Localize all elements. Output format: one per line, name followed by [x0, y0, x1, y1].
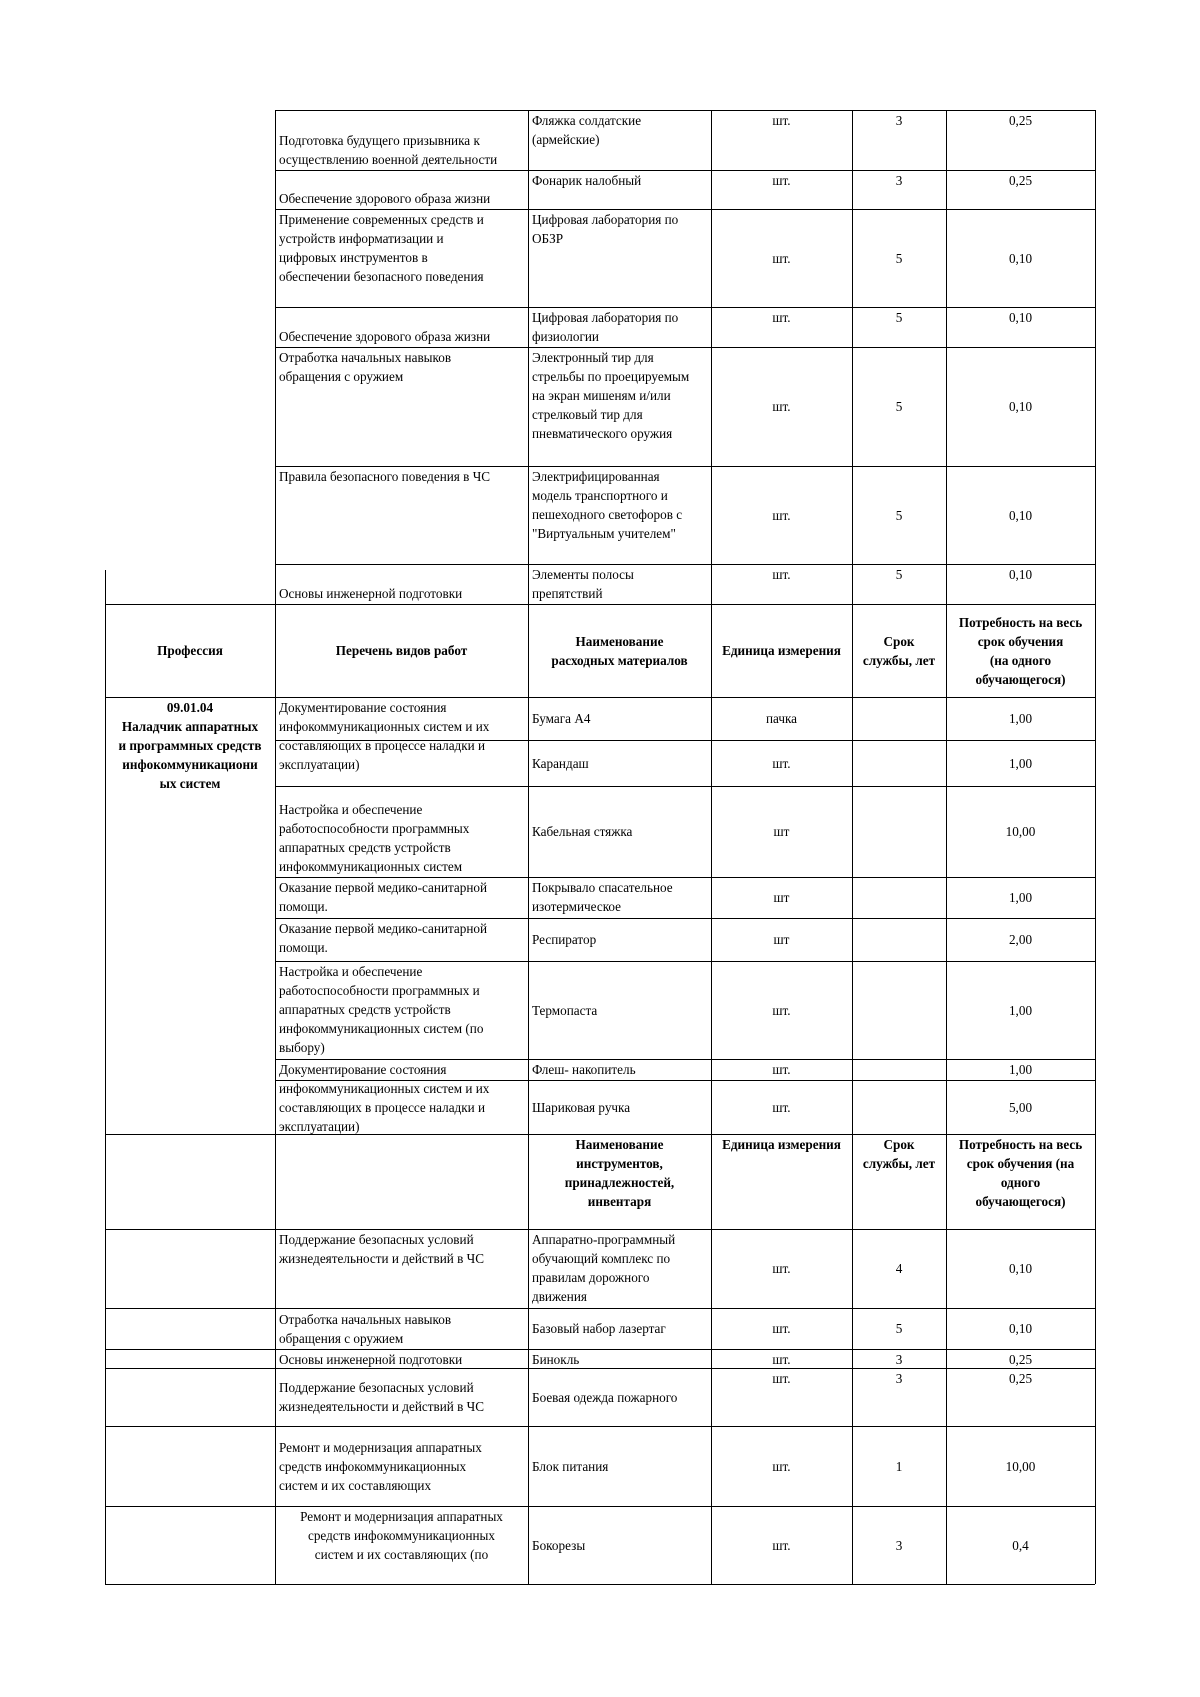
term-cell [853, 822, 945, 843]
works-cell: Настройка и обеспечение работоспособности программных аппаратных средств устройств инфокоммуникационных систем [279, 802, 470, 874]
works-cell: Отработка начальных навыков обращения с оружием [279, 1312, 452, 1346]
item-cell: Электронный тир для стрельбы по проецируемым на экран мишеням и/или стрелковый тир для пневматического оружия [532, 350, 690, 441]
term-cell: 3 [895, 1537, 903, 1553]
unit-cell: шт [773, 824, 790, 839]
term-cell [853, 1098, 945, 1119]
need-cell: 1,00 [1008, 890, 1033, 905]
unit-cell: шт. [772, 507, 791, 523]
item-cell: Цифровая лаборатория по ОБЗР [532, 212, 679, 246]
item-cell: Карандаш [532, 755, 589, 771]
term-cell [853, 1001, 945, 1022]
item-cell: Флеш- накопитель [532, 1062, 636, 1077]
term-cell [853, 930, 945, 951]
works-cell: Настройка и обеспечение работоспособности программных и аппаратных средств устройств инфокоммуникационных систем (по выбору) [279, 964, 484, 1055]
unit-cell: шт. [772, 1352, 791, 1367]
works-cell: Обеспечение здорового образа жизни [279, 329, 491, 344]
item-cell: Термопаста [532, 1002, 598, 1018]
item-cell: Бокорезы [532, 1537, 586, 1553]
need-cell: 0,10 [1008, 507, 1033, 523]
unit-cell: шт. [772, 567, 791, 582]
term-cell: 3 [895, 173, 903, 188]
works-cell: Поддержание безопасных условий жизнедеятельности и действий в ЧС [279, 1232, 485, 1266]
term-cell: 5 [895, 310, 903, 325]
works-cell: Документирование состояния инфокоммуникационных систем и их составляющих в процессе наладки и эксплуатации) [279, 700, 490, 772]
works-cell: Основы инженерной подготовки [279, 586, 463, 601]
need-cell: 0,10 [1008, 567, 1033, 582]
unit-cell: шт. [772, 1261, 791, 1276]
item-cell: Боевая одежда пожарного [532, 1389, 678, 1405]
unit-cell: Единица измерения [722, 1137, 841, 1152]
unit-cell: пачка [765, 711, 798, 726]
unit-cell: шт. [772, 113, 791, 128]
unit-cell: шт. [772, 250, 791, 266]
term-cell [853, 754, 945, 775]
works-cell: Оказание первой медико-санитарной помощи. [279, 880, 488, 914]
term-cell [853, 888, 945, 909]
term-cell [853, 1060, 945, 1080]
works-cell: Подготовка будущего призывника к осуществлению военной деятельности [279, 133, 498, 167]
unit-cell: шт. [772, 1458, 791, 1474]
need-cell: Потребность на весь срок обучения (на одного обучающегося) [958, 614, 1083, 687]
profession-cell: Профессия [157, 643, 223, 658]
need-cell: 1,00 [1008, 711, 1033, 726]
works-cell: Применение современных средств и устройств информатизации и цифровых инструментов в обеспечении безопасного поведения [279, 212, 484, 284]
need-cell: 0,10 [1008, 250, 1033, 266]
term-cell [853, 709, 945, 730]
table-rule [105, 604, 1095, 605]
item-cell: Бинокль [532, 1352, 580, 1367]
need-cell: 0,10 [1008, 1261, 1033, 1276]
table-rule [105, 1584, 1095, 1585]
need-cell: 10,00 [1005, 824, 1036, 839]
need-cell: 0,10 [1008, 1321, 1033, 1336]
need-cell: 2,00 [1008, 932, 1033, 947]
need-cell: 0,4 [1012, 1537, 1029, 1553]
item-cell: Цифровая лаборатория по физиологии [532, 310, 679, 344]
need-cell: 0,10 [1008, 399, 1033, 414]
works-cell: Поддержание безопасных условий жизнедеятельности и действий в ЧС [279, 1380, 485, 1414]
item-cell: Наименование инструментов, принадлежностей, инвентаря [564, 1137, 675, 1209]
works-cell: Обеспечение здорового образа жизни [279, 191, 491, 206]
unit-cell: шт. [772, 310, 791, 325]
profession-cell: 09.01.04 Наладчик аппаратных и программных средств инфокоммуникациони ых систем [118, 700, 262, 791]
unit-cell: шт [773, 890, 790, 905]
need-cell: 0,25 [1008, 1371, 1033, 1386]
term-cell: Срок службы, лет [862, 633, 936, 668]
works-cell: Основы инженерной подготовки [279, 1352, 463, 1367]
unit-cell: шт. [772, 1371, 791, 1386]
table-rule [105, 1506, 1095, 1507]
item-cell: Шариковая ручка [532, 1099, 631, 1115]
item-cell: Кабельная стяжка [532, 824, 633, 839]
item-cell: Фляжка солдатские (армейские) [532, 113, 642, 147]
term-cell: 5 [895, 250, 903, 266]
item-cell: Респиратор [532, 932, 597, 947]
item-cell: Блок питания [532, 1458, 609, 1474]
term-cell: Срок службы, лет [862, 1137, 936, 1171]
need-cell: 0,25 [1008, 173, 1033, 188]
term-cell: 5 [895, 567, 903, 582]
term-cell: 5 [895, 399, 903, 414]
need-cell: 1,00 [1008, 1062, 1033, 1077]
unit-cell: шт. [772, 755, 791, 771]
need-cell: 0,25 [1008, 1352, 1033, 1367]
need-cell: 5,00 [1008, 1099, 1033, 1115]
need-cell: 0,25 [1008, 113, 1033, 128]
unit-cell: шт. [772, 173, 791, 188]
item-cell: Базовый набор лазертаг [532, 1321, 666, 1336]
works-cell: Документирование состояния инфокоммуникационных систем и их составляющих в процессе наладки и эксплуатации) [279, 1062, 490, 1134]
item-cell: Покрывало спасательное изотермическое [532, 880, 673, 914]
unit-cell: шт. [772, 1537, 791, 1553]
item-cell: Фонарик налобный [532, 173, 642, 188]
need-cell: 0,10 [1008, 310, 1033, 325]
table-rule [105, 1308, 1095, 1309]
table-rule [275, 786, 1095, 787]
works-cell: Ремонт и модернизация аппаратных средств инфокоммуникационных систем и их составляющих [279, 1439, 482, 1493]
term-cell: 4 [895, 1261, 903, 1276]
need-cell: 1,00 [1008, 1002, 1033, 1018]
unit-cell: шт. [772, 399, 791, 414]
term-cell: 1 [895, 1458, 903, 1474]
table-rule [1095, 110, 1096, 1584]
works-cell: Перечень видов работ [335, 643, 468, 658]
term-cell: 5 [895, 507, 903, 523]
unit-cell: Единица измерения [722, 643, 841, 658]
unit-cell: шт. [772, 1002, 791, 1018]
works-cell: Отработка начальных навыков обращения с оружием [279, 350, 452, 384]
item-cell: Наименование расходных материалов [551, 633, 688, 668]
table-rule [105, 1426, 1095, 1427]
term-cell: 5 [895, 1321, 903, 1336]
works-cell: Правила безопасного поведения в ЧС [279, 469, 491, 484]
need-cell: Потребность на весь срок обучения (на одного обучающегося) [958, 1137, 1083, 1209]
works-cell: Ремонт и модернизация аппаратных средств инфокоммуникационных систем и их составляющих (по [300, 1509, 503, 1562]
need-cell: 1,00 [1008, 755, 1033, 771]
need-cell: 10,00 [1005, 1458, 1036, 1474]
item-cell: Элементы полосы препятствий [532, 567, 634, 601]
item-cell: Бумага А4 [532, 711, 591, 726]
unit-cell: шт. [772, 1321, 791, 1336]
works-cell: Оказание первой медико-санитарной помощи. [279, 921, 488, 955]
unit-cell: шт [773, 932, 790, 947]
unit-cell: шт. [772, 1099, 791, 1115]
term-cell: 3 [895, 1352, 903, 1367]
unit-cell: шт. [772, 1062, 791, 1077]
item-cell: Электрифицированная модель транспортного и пешеходного светофоров с "Виртуальным учителем" [532, 469, 683, 541]
term-cell: 3 [895, 1371, 903, 1386]
item-cell: Аппаратно-программный обучающий комплекс по правилам дорожного движения [532, 1232, 676, 1304]
term-cell: 3 [895, 113, 903, 128]
